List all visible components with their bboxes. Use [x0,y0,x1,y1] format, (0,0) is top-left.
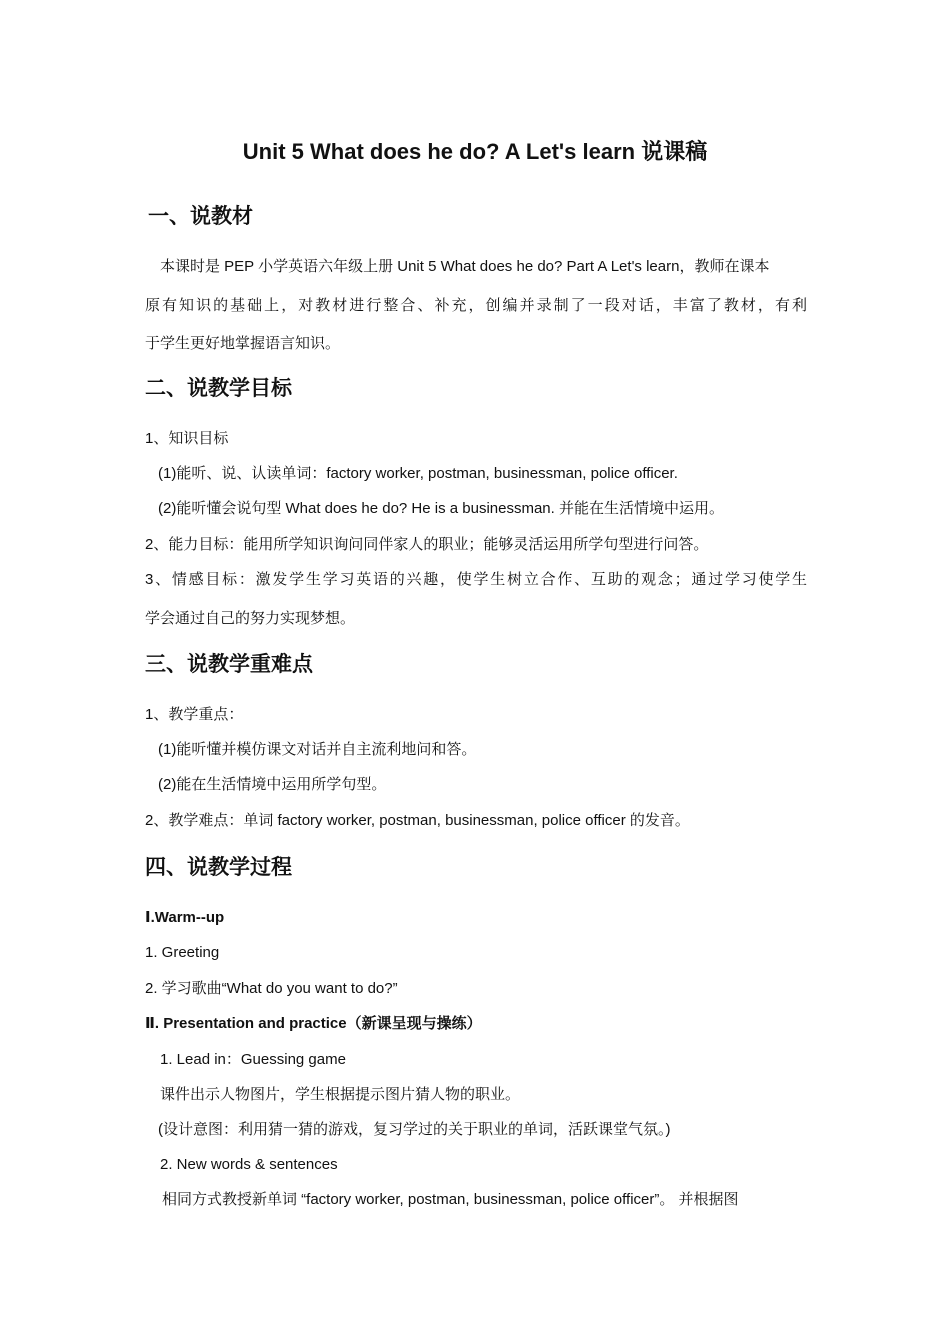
list-item: 1. Lead in：Guessing game [160,1051,346,1068]
list-item: 3、情感目标：激发学生学习英语的兴趣，使学生树立合作、互助的观念；通过学习使学生 [145,571,807,588]
paragraph-line: 原有知识的基础上，对教材进行整合、补充，创编并录制了一段对话，丰富了教材，有利 [145,297,807,314]
list-item: 2、能力目标：能用所学知识询问同伴家人的职业；能够灵活运用所学句型进行问答。 [145,536,709,553]
document-title: Unit 5 What does he do? A Let's learn 说课稿 [242,139,708,164]
section-heading-key-points: 三、说教学重难点 [145,653,313,676]
list-item: (1)能听懂并模仿课文对话并自主流利地问和答。 [158,741,477,758]
section-heading-process: 四、说教学过程 [145,856,292,879]
list-item: (1)能听、说、认读单词：factory worker, postman, businessman, police officer. [158,465,678,482]
list-item: 1、知识目标 [145,430,229,447]
subsection-title: Ⅰ.Warm--up [145,909,225,926]
subsection-title: Ⅱ. Presentation and practice（新课呈现与操练） [145,1015,482,1032]
list-item: 2. 学习歌曲“What do you want to do?” [145,980,398,997]
paragraph-line: 本课时是 PEP 小学英语六年级上册 Unit 5 What does he do? Part A Let's learn，教师在课本 [160,258,770,275]
paragraph-line: 课件出示人物图片，学生根据提示图片猜人物的职业。 [160,1086,521,1103]
list-item: 1、教学重点： [145,706,244,723]
paragraph-line: 于学生更好地掌握语言知识。 [145,335,341,352]
list-item: (2)能在生活情境中运用所学句型。 [158,776,387,793]
section-heading-textbook: 一、说教材 [148,205,253,228]
list-item: (2)能听懂会说句型 What does he do? He is a businessman. 并能在生活情境中运用。 [158,500,724,517]
list-item: 1. Greeting [145,944,220,961]
list-item: 学会通过自己的努力实现梦想。 [145,610,356,627]
paragraph-line: (设计意图：利用猜一猜的游戏，复习学过的关于职业的单词，活跃课堂气氛。) [158,1121,671,1138]
list-item: 2、教学难点：单词 factory worker, postman, businessman, police officer 的发音。 [145,812,690,829]
list-item: 2. New words & sentences [160,1156,338,1173]
section-heading-objectives: 二、说教学目标 [145,377,292,400]
paragraph-line: 相同方式教授新单词 “factory worker, postman, businessman, police officer”。 并根据图 [162,1191,739,1208]
